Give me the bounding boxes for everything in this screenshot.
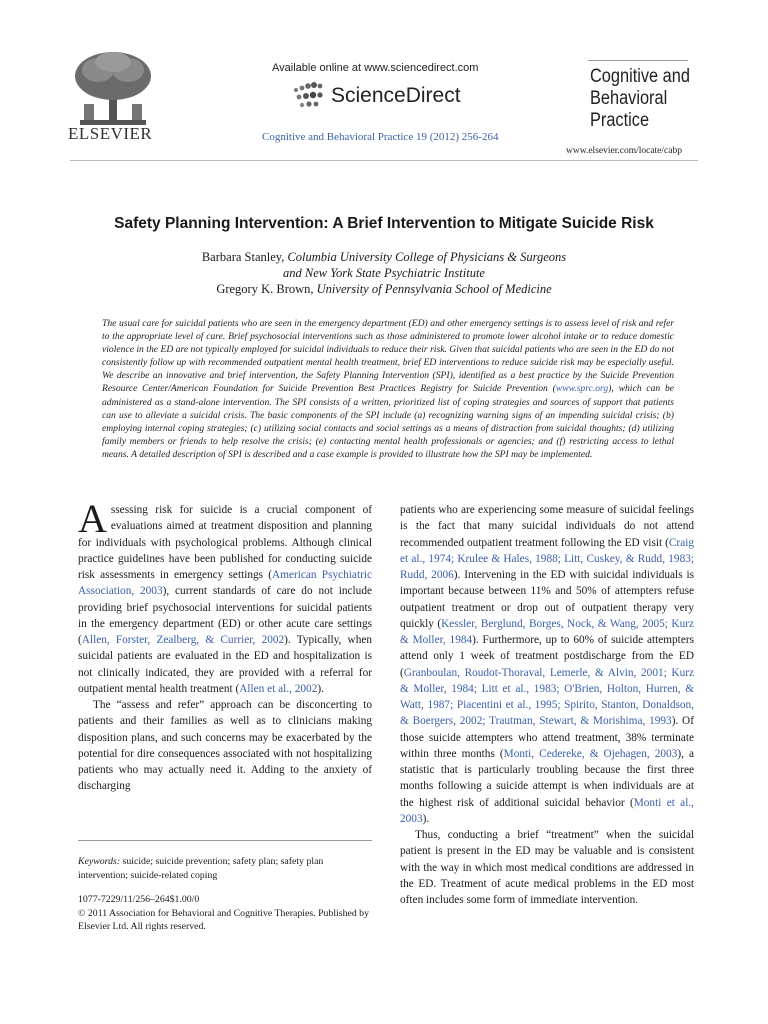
body-text: ), current standards of care do not include providing brief psychosocial interventions for suicidal patients in the emergency department (ED) or other acute care settings ( bbox=[78, 585, 372, 646]
keywords-list: suicide; suicide prevention; safety plan; safety plan intervention; suicide-related coping bbox=[78, 856, 324, 881]
author-affiliation: and New York State Psychiatric Institute bbox=[283, 266, 485, 280]
citation-link[interactable]: Monti et al., 2003 bbox=[400, 796, 694, 825]
copyright-text: © 2011 Association for Behavioral and Cognitive Therapies. Published by Elsevier Ltd. All rights reserved. bbox=[78, 907, 369, 932]
body-column-left bbox=[78, 496, 372, 795]
sciencedirect-wordmark: ScienceDirect bbox=[331, 84, 461, 107]
citation-link[interactable]: Kessler, Berglund, Borges, Nock, & Wang, 2005; Kurz & Moller, 1984 bbox=[400, 617, 694, 646]
body-text: ). Of those suicide attempters who attend treatment, 38% terminate within three months ( bbox=[400, 715, 694, 760]
journal-url[interactable]: www.elsevier.com/locate/cabp bbox=[566, 146, 682, 156]
available-online-text: Available online at www.sciencedirect.com bbox=[272, 62, 479, 74]
abstract-text: The usual care for suicidal patients who are seen in the emergency department (ED) and other emergency settings is to assess level of risk and refer to the appropriate level of care. Brief psychosocial interventions such as those administered to promote lower alcohol intake or to reduce domestic violence in the ED are not typically employed for suicidal individuals to reduce their risk. Given that suicidal patients who are seen in the ED do not consistently follow up with recommended outpatient mental health treatment, brief ED interventions to reduce suicide risk may be especially useful. We describe an innovative and brief intervention, the Safety Planning Intervention (SPI), identified as a best practice by the Suicide Prevention Resource Center/American Foundation for Suicide Prevention Best Practices Registry for Suicide Prevention ( bbox=[102, 318, 674, 395]
publisher-name: ELSEVIER bbox=[68, 124, 153, 143]
body-text: ). Typically, when suicidal patients are evaluated in the ED and hospitalization is not clinically indicated, they are provided with a referral for outpatient mental health treatment ( bbox=[78, 634, 372, 695]
citation-link[interactable]: Allen et al., 2002 bbox=[239, 682, 318, 695]
citation-link[interactable]: Allen, Forster, Zealberg, & Currier, 2002 bbox=[81, 634, 285, 646]
journal-title-rule bbox=[588, 60, 688, 61]
journal-title-line: Cognitive and bbox=[590, 66, 690, 87]
author-name: Barbara Stanley, bbox=[201, 250, 288, 264]
journal-title bbox=[590, 66, 690, 132]
copyright-block bbox=[78, 893, 372, 934]
citation-link[interactable]: American Psychiatric Association, 2003 bbox=[78, 569, 372, 598]
body-text: ). bbox=[422, 812, 430, 825]
article-title: Safety Planning Intervention: A Brief Intervention to Mitigate Suicide Risk bbox=[114, 215, 654, 232]
header-divider bbox=[70, 160, 698, 161]
body-paragraph: Thus, conducting a brief “treatment” when the suicidal patient is present in the ED may be valuable and is consistent with the way in which most medical conditions are addressed in the ED. Treatment of acute medical problems in the ED most often includes some form of immediate intervention. bbox=[400, 829, 694, 906]
footnote-divider bbox=[78, 840, 372, 841]
body-paragraph bbox=[400, 502, 694, 827]
abstract-link[interactable]: www.sprc.org bbox=[555, 383, 609, 395]
body-text: ), a statistic that is particularly troubling because the first three months following a suicide attempt is when individuals are at the highest risk of additional suicidal behavior ( bbox=[400, 747, 694, 809]
drop-cap: A bbox=[78, 496, 107, 541]
body-paragraph: The “assess and refer” approach can be disconcerting to patients and their families as well as to clinicians making disposition plans, and such concerns may be exacerbated by the potential for dire consequences associated with not hospitalizing patients who may actually need it. Adding to the anxiety of discharging bbox=[78, 699, 372, 793]
citation-link[interactable]: Granboulan, Roudot-Thoraval, Lemerle, & Alvin, 2001; Kurz & Moller, 1984; Litt et al., 1983; O'Brien, Holton, Hurren, & Watt, 1987; Piacentini et al., 1995; Spirito, Stanton, Donaldson, & Boergers, 2002; Trautman, Stewart, & Morishima, 1993 bbox=[400, 666, 694, 728]
author-line bbox=[70, 282, 698, 297]
body-text: ). Intervening in the ED with suicidal individuals is important because between 11% and 50% of attempters refuse outpatient treatment or drop out of outpatient therapy very quickly ( bbox=[400, 569, 694, 630]
author-affiliation: Columbia University College of Physicians & Surgeons bbox=[287, 250, 567, 264]
sciencedirect-dots-icon bbox=[290, 80, 330, 112]
citation-link[interactable]: Monti, Cedereke, & Ojehagen, 2003 bbox=[503, 747, 678, 760]
body-paragraph bbox=[78, 496, 372, 697]
body-text: ). bbox=[317, 682, 324, 695]
body-text: ). Furthermore, up to 60% of suicide attempters attend only 1 week of treatment postdischarge from the ED ( bbox=[400, 634, 694, 679]
author-line bbox=[70, 266, 698, 281]
journal-citation[interactable]: Cognitive and Behavioral Practice 19 (2012) 256-264 bbox=[262, 131, 499, 143]
article-code: 1077-7229/11/256–264$1.00/0 bbox=[78, 894, 200, 905]
keywords bbox=[78, 855, 372, 883]
citation-link[interactable]: Craig et al., 1974; Krulee & Hales, 1988; Litt, Cuskey, & Rudd, 1983; Rudd, 2006 bbox=[400, 536, 694, 581]
body-column-right bbox=[400, 502, 694, 908]
body-text: patients who are experiencing some measure of suicidal feelings is the fact that many suicidal individuals do not attend recommended outpatient treatment following the ED visit ( bbox=[400, 504, 694, 549]
author-name: Gregory K. Brown, bbox=[216, 282, 317, 296]
journal-title-line: Behavioral bbox=[590, 88, 668, 109]
abstract bbox=[102, 317, 674, 461]
journal-title-line: Practice bbox=[590, 110, 650, 131]
author-line bbox=[70, 250, 698, 265]
keywords-label: Keywords: bbox=[78, 856, 121, 867]
abstract-text: ), which can be administered as a stand-alone intervention. The SPI consists of a written, prioritized list of coping strategies and sources of support that patients can use to alleviate a suicidal crisis. The basic components of the SPI include (a) recognizing warning signs of an impending suicidal crisis; (b) employing internal coping strategies; (c) utilizing social contacts and social settings as a means of distraction from suicidal thoughts; (d) utilizing family members or friends to help resolve the crisis; (e) contacting mental health professionals or agencies; and (f) restricting access to lethal means. A detailed description of SPI is described and a case example is provided to illustrate how the SPI may be implemented. bbox=[102, 383, 674, 460]
body-text: ssessing risk for suicide is a crucial component of evaluations aimed at treatment disposition and planning for individuals with psychological problems. Although clinical practice guidelines have been published for conducting suicide risk assessments in emergency settings ( bbox=[78, 504, 372, 581]
author-affiliation: University of Pennsylvania School of Medicine bbox=[316, 282, 552, 296]
